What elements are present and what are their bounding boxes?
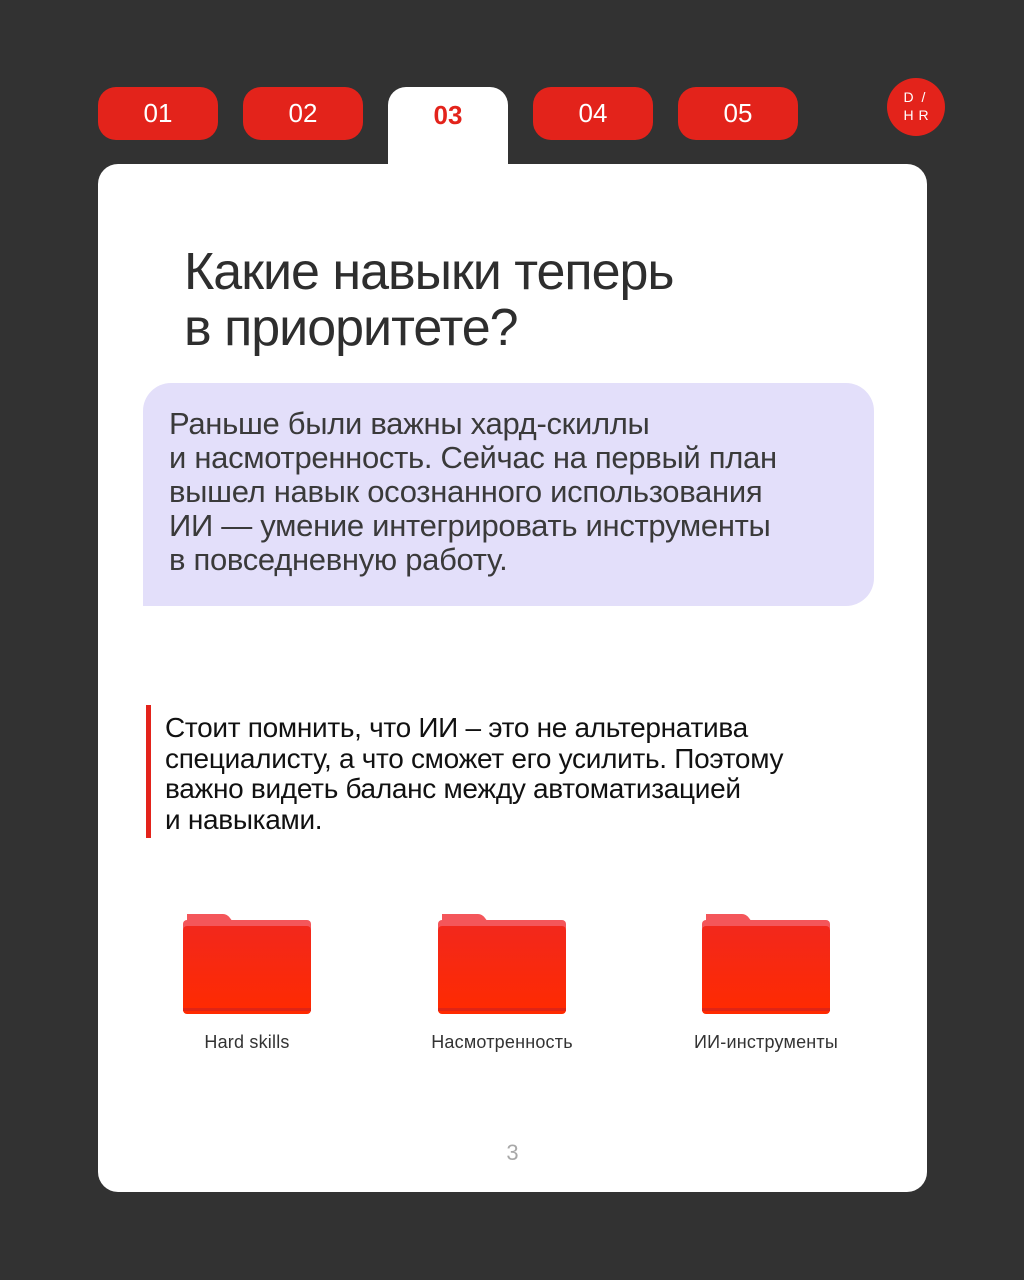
folder-label: ИИ-инструменты [693,1032,839,1052]
tab-02[interactable]: 02 [243,87,363,140]
folder-label: Hard skills [204,1032,290,1052]
logo-slash: / [921,89,926,105]
folder-icon [438,914,566,1016]
callout-line: вышел навык осознанного использования [169,474,763,509]
callout-line: и насмотренность. Сейчас на первый план [169,440,777,475]
callout-text [169,407,848,577]
page-title [184,244,674,356]
title-line-1: Какие навыки теперь [184,243,674,301]
folder-ai-tools[interactable] [666,914,866,1053]
callout-line: ИИ — умение интегрировать инструменты [169,508,771,543]
folder-icon [702,914,830,1016]
quote-note [146,705,846,838]
callout-line: Раньше были важны хард-скиллы [169,406,650,441]
note-line: важно видеть баланс между автоматизацией [165,773,741,804]
note-line: специалисту, а что сможет его усилить. Поэтому [165,742,784,774]
title-line-2: в приоритете? [184,299,518,357]
folder-naсmotrennost[interactable] [402,914,602,1053]
brand-logo [887,78,945,136]
note-text [165,713,846,835]
content-card [98,164,927,1192]
tab-03[interactable]: 03 [388,87,508,177]
tab-05[interactable]: 05 [678,87,798,140]
tab-01[interactable]: 01 [98,87,218,140]
logo-letter-d: D [903,89,914,105]
callout-box [143,383,874,606]
note-line: Стоит помнить, что ИИ – это не альтернатива [165,712,748,743]
callout-line: в повседневную работу. [169,542,508,577]
folder-hard-skills[interactable] [147,914,347,1053]
logo-letter-r: R [918,107,929,123]
page-number: 3 [506,1140,519,1165]
tab-04[interactable]: 04 [533,87,653,140]
folder-icon [183,914,311,1016]
folder-label: Насмотренность [431,1032,573,1052]
note-line: и навыками. [165,803,323,835]
logo-letter-h: H [903,107,914,123]
